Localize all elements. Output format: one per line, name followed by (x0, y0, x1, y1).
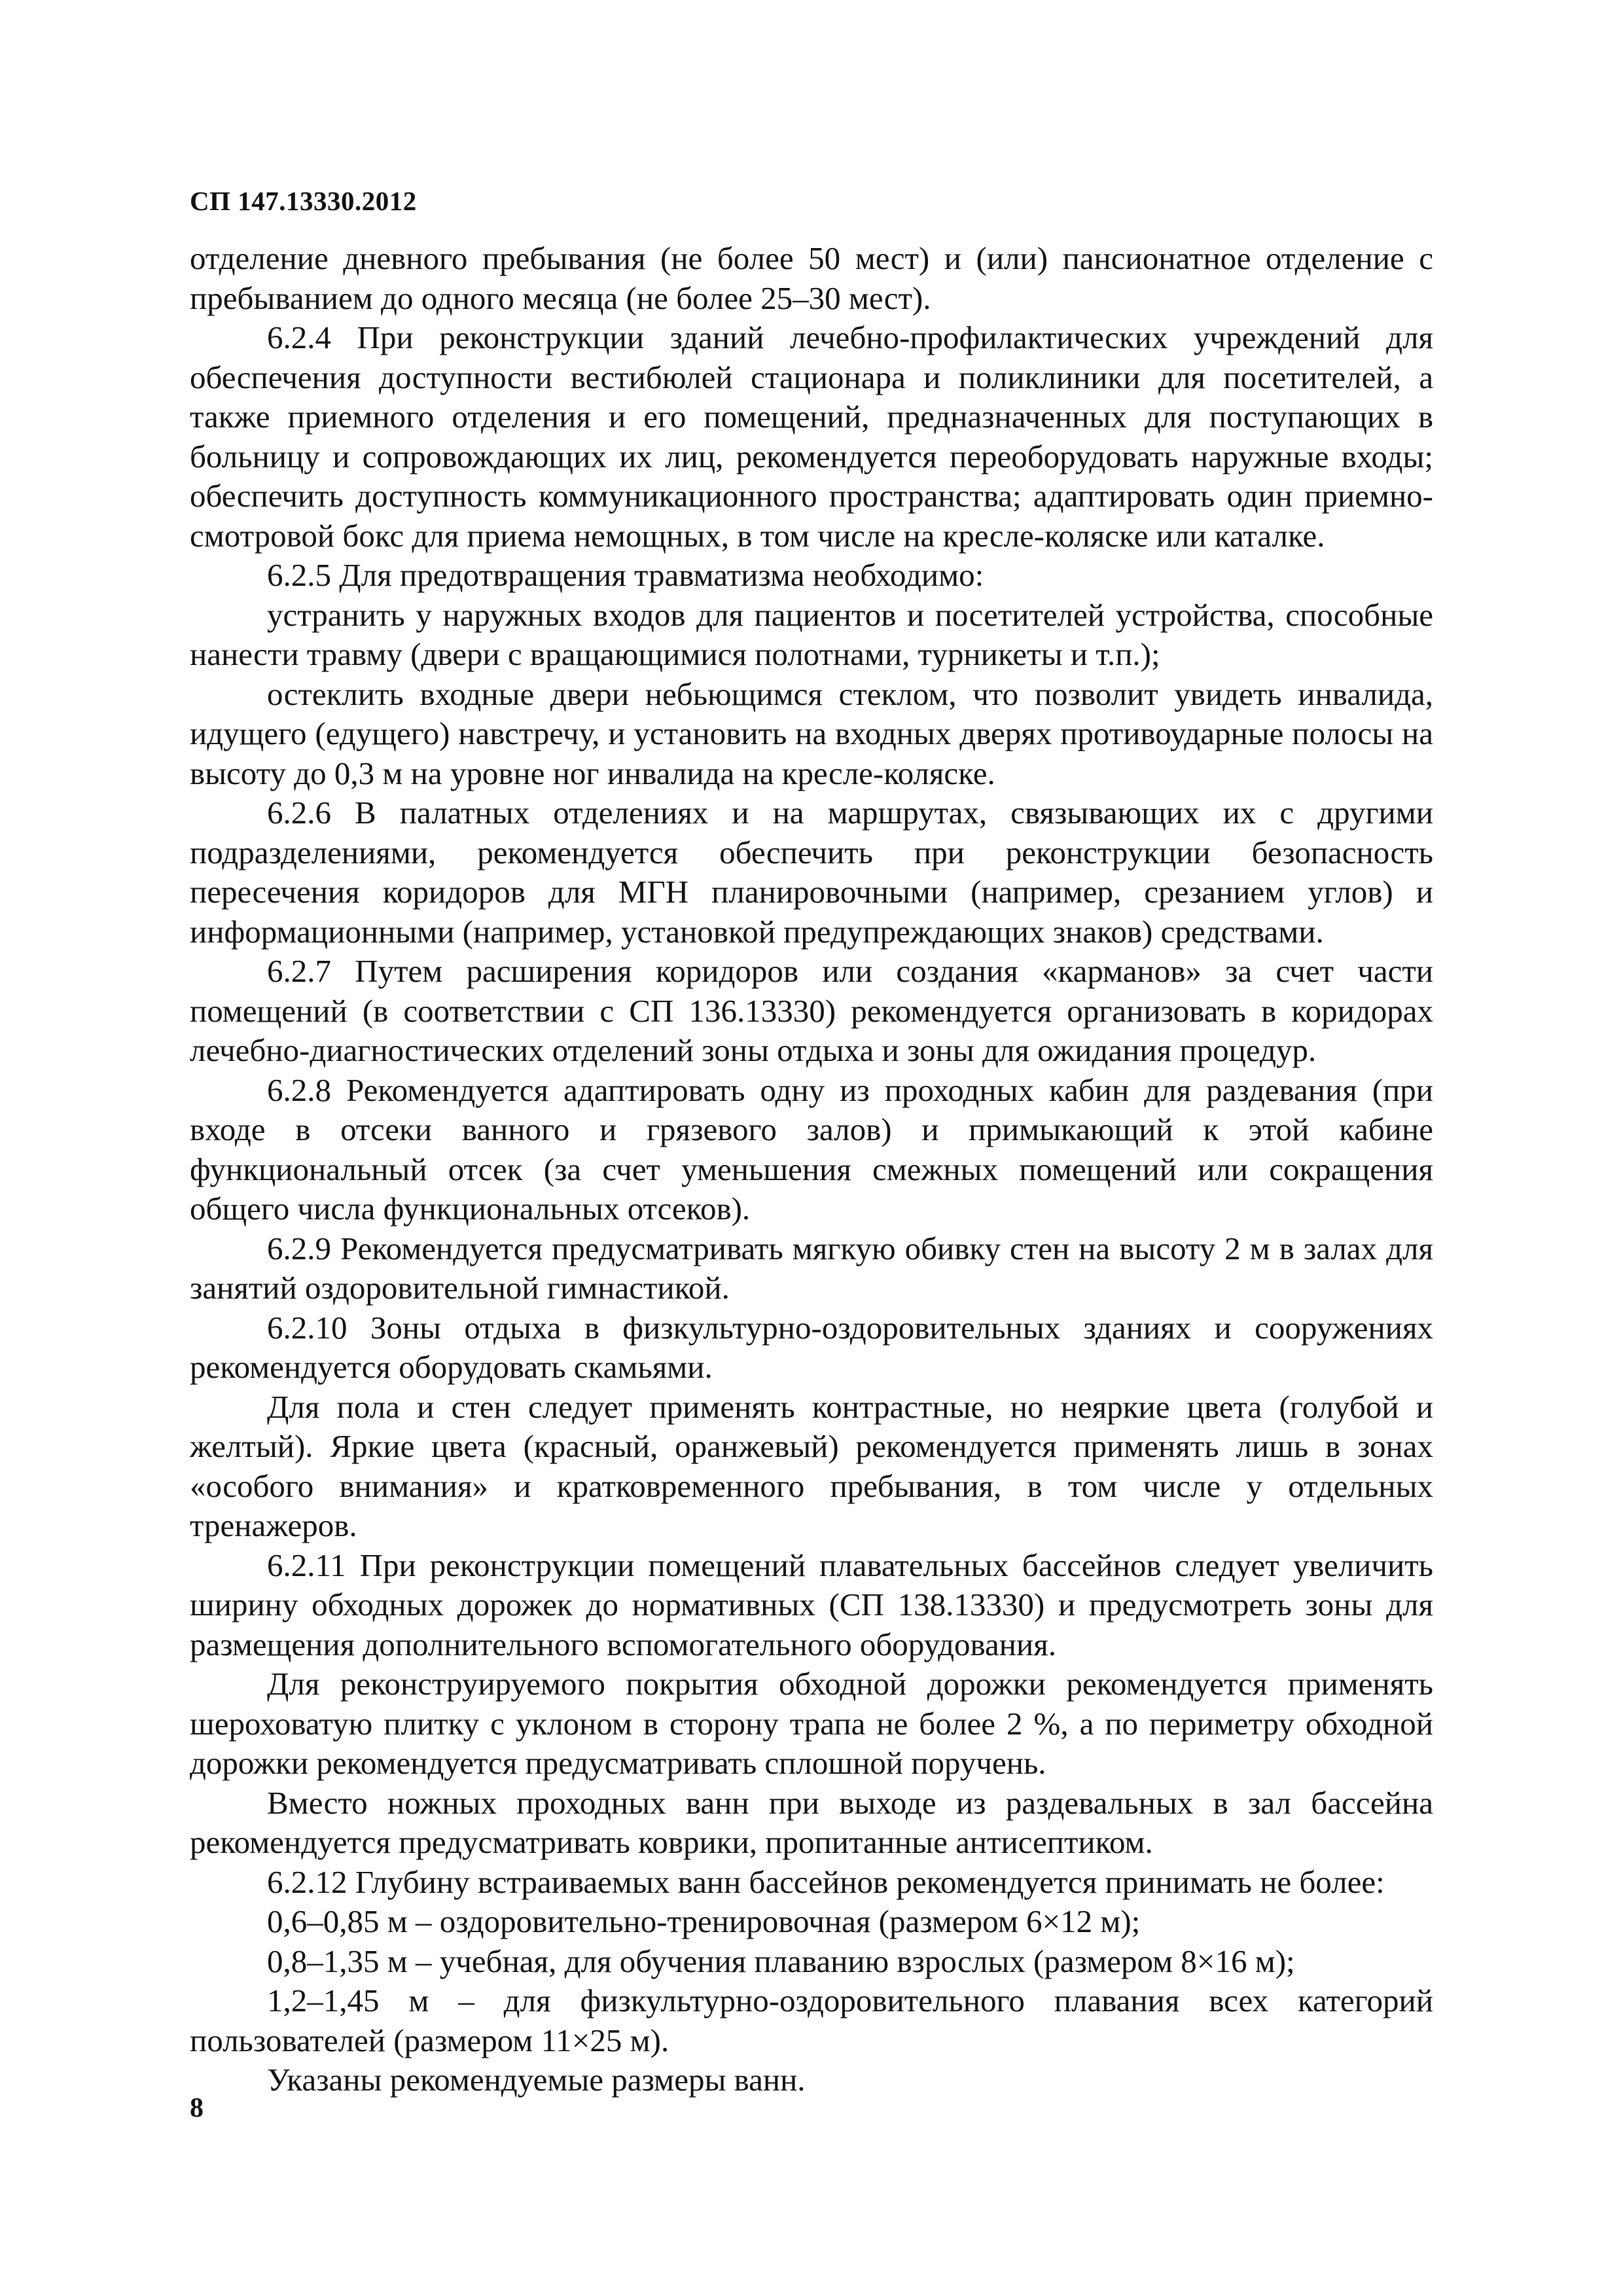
paragraph-6-2-5-item-2: остеклить входные двери небьющимся стеклом, что позволит увидеть инвалида, идущего (едущего) навстречу, и установить на входных дверях противоударные полосы на высоту до 0,3 м на уровне ног инвалида на кресле-коляске. (190, 675, 1433, 791)
paragraph-6-2-11: 6.2.11 При реконструкции помещений плавательных бассейнов следует увеличить ширину обходных дорожек до нормативных (СП 138.13330) и предусмотреть зоны для размещения дополнительного вспомогательного оборудования. (190, 1547, 1433, 1662)
paragraph-6-2-12-item-2: 0,8–1,35 м – учебная, для обучения плаванию взрослых (размером 8×16 м); (267, 1943, 1295, 1979)
paragraph-6-2-7: 6.2.7 Путем расширения коридоров или создания «карманов» за счет части помещений (в соответствии с СП 136.13330) рекомендуется организовать в коридорах лечебно-диагностических отделений зоны отдыха и зоны для ожидания процедур. (190, 953, 1433, 1068)
paragraph-6-2-4: 6.2.4 При реконструкции зданий лечебно-профилактических учреждений для обеспечения доступности вестибюлей стационара и поликлиники для посетителей, а также приемного отделения и его помещений, предназначенных для поступающих в больницу и сопровождающих их лиц, рекомендуется переоборудовать наружные входы; обеспечить доступность коммуникационного пространства; адаптировать один приемно-смотровой бокс для приема немощных, в том числе на кресле-коляске или каталке. (190, 319, 1433, 554)
paragraph-6-2-5-item-1: устранить у наружных входов для пациентов и посетителей устройства, способные нанести травму (двери с вращающимися полотнами, турникеты и т.п.); (190, 596, 1433, 672)
paragraph-continuation: отделение дневного пребывания (не более 50 мест) и (или) пансионатное отделение с пребыванием до одного месяца (не более 25–30 мест). (190, 240, 1433, 316)
document-body (190, 239, 1433, 2100)
paragraph-6-2-12-note: Указаны рекомендуемые размеры ванн. (267, 2062, 806, 2098)
paragraph-6-2-12-item-1: 0,6–0,85 м – оздоровительно-тренировочная (размером 6×12 м); (267, 1903, 1141, 1939)
paragraph-6-2-6: 6.2.6 В палатных отделениях и на маршрутах, связывающих их с другими подразделениями, рекомендуется обеспечить при реконструкции безопасность пересечения коридоров для МГН планировочными (например, срезанием углов) и информационными (например, установкой предупреждающих знаков) средствами. (190, 795, 1433, 950)
paragraph-6-2-5: 6.2.5 Для предотвращения травматизма необходимо: (267, 557, 984, 593)
paragraph-6-2-12: 6.2.12 Глубину встраиваемых ванн бассейнов рекомендуется принимать не более: (267, 1863, 1385, 1900)
paragraph-6-2-11-mats: Вместо ножных проходных ванн при выходе из раздевальных в зал бассейна рекомендуется предусматривать коврики, пропитанные антисептиком. (190, 1784, 1433, 1860)
paragraph-6-2-8: 6.2.8 Рекомендуется адаптировать одну из проходных кабин для раздевания (при входе в отсеки ванного и грязевого залов) и примыкающий к этой кабине функциональный отсек (за счет уменьшения смежных помещений или сокращения общего числа функциональных отсеков). (190, 1071, 1433, 1227)
paragraph-6-2-10-colors: Для пола и стен следует применять контрастные, но неяркие цвета (голубой и желтый). Яркие цвета (красный, оранжевый) рекомендуется применять лишь в зонах «особого внимания» и кратковременного пребывания, в том числе у отдельных тренажеров. (190, 1388, 1433, 1543)
document-code-header: СП 147.13330.2012 (190, 186, 417, 216)
page-number: 8 (190, 2093, 204, 2123)
paragraph-6-2-9: 6.2.9 Рекомендуется предусматривать мягкую обивку стен на высоту 2 м в залах для занятий оздоровительной гимнастикой. (190, 1230, 1433, 1306)
paragraph-6-2-12-item-3: 1,2–1,45 м – для физкультурно-оздоровительного плавания всех категорий пользователей (размером 11×25 м). (190, 1982, 1433, 2058)
paragraph-6-2-10: 6.2.10 Зоны отдыха в физкультурно-оздоровительных зданиях и сооружениях рекомендуется оборудовать скамьями. (190, 1309, 1433, 1385)
paragraph-6-2-11-coating: Для реконструируемого покрытия обходной дорожки рекомендуется применять шероховатую плитку с уклоном в сторону трапа не более 2 %, а по периметру обходной дорожки рекомендуется предусматривать сплошной поручень. (190, 1666, 1433, 1781)
